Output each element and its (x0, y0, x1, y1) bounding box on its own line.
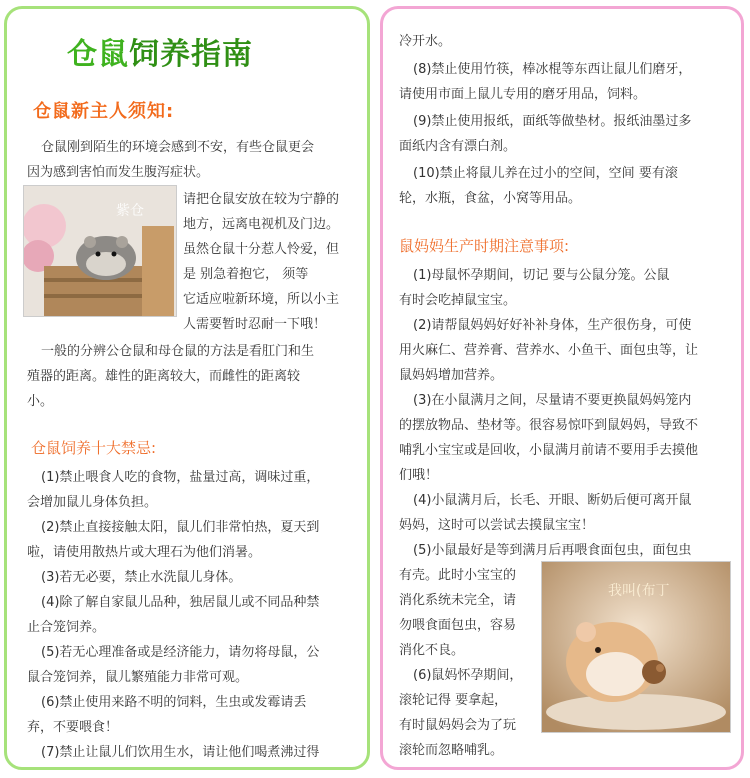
birth-line: 有壳。此时小宝宝的 (399, 568, 517, 583)
newbie-line: 虽然仓鼠十分惹人怜爱，但 (183, 242, 340, 257)
newbie-line: 仓鼠刚到陌生的环境会感到不安，有些仓鼠更会 (41, 140, 315, 155)
taboo-line: 止合笼饲养。 (27, 620, 106, 635)
birth-line: (3)在小鼠满月之间，尽量请不要更换鼠妈妈笼内 (413, 393, 692, 408)
hamster-crate-illustration (24, 186, 176, 316)
birth-line: 妈妈，这时可以尝试去摸鼠宝宝！ (399, 518, 595, 533)
taboo-line: (6)禁止使用来路不明的饲料，生虫或发霉请丢 (41, 695, 307, 710)
right-panel (380, 6, 744, 770)
taboo-line: (3)若无必要，禁止水洗鼠儿身体。 (41, 570, 242, 585)
newbie-line: 人需要暂时忍耐一下哦！ (183, 317, 327, 332)
taboo-line: 啦，请使用散热片或大理石为他们消暑。 (27, 545, 262, 560)
taboo-cont-line: 请使用市面上鼠儿专用的磨牙用品，饲料。 (399, 87, 647, 102)
taboo-line: (4)除了解自家鼠儿品种，独居鼠儿或不同品种禁 (41, 595, 320, 610)
birth-line: 用火麻仁、营养膏、营养水、小鱼干、面包虫等，让 (399, 343, 699, 358)
birth-line: 滚轮记得 要拿起， (399, 693, 508, 708)
taboo-cont-line: 冷开水。 (399, 34, 452, 49)
taboo-cont-line: (9)禁止使用报纸，面纸等做垫材。报纸油墨过多 (413, 114, 692, 129)
taboo-line: (5)若无心理准备或是经济能力，请勿将母鼠，公 (41, 645, 320, 660)
page-title (67, 29, 253, 73)
birth-line: (5)小鼠最好是等到满月后再喂食面包虫，面包虫 (413, 543, 692, 558)
newbie-line: 小。 (27, 394, 54, 409)
birth-line: (2)请帮鼠妈妈好好补补身体，生产很伤身，可使 (413, 318, 692, 333)
newbie-line: 殖器的距离。雄性的距离较大，而雌性的距离较 (27, 369, 301, 384)
birth-line: 勿喂食面包虫，容易 (399, 618, 517, 633)
birth-line: 消化系统未完全，请 (399, 593, 517, 608)
birth-line: 有时会吃掉鼠宝宝。 (399, 293, 517, 308)
taboo-heading: 仓鼠饲养十大禁忌: (31, 439, 157, 457)
newbie-heading: 仓鼠新主人须知: (33, 101, 175, 122)
birth-heading: 鼠妈妈生产时期注意事项: (399, 237, 570, 255)
birth-line: 的摆放物品、垫材等。很容易惊吓到鼠妈妈，导致不 (399, 418, 699, 433)
birth-line: 鼠妈妈增加营养。 (399, 368, 504, 383)
newbie-line: 请把仓鼠安放在较为宁静的 (183, 192, 340, 207)
taboo-cont-line: 轮，水瓶，食盆，小窝等用品。 (399, 191, 582, 206)
taboo-line: (7)禁止让鼠儿们饮用生水，请让他们喝煮沸过得 (41, 745, 320, 760)
taboo-cont-line: (8)禁止使用竹筷，棒冰棍等东西让鼠儿们磨牙， (413, 62, 692, 77)
title-hamster: 仓鼠 (67, 37, 129, 72)
birth-line: 哺乳小宝宝或是回收，小鼠满月前请不要用手去摸他 (399, 443, 699, 458)
photo1-caption: 紫仓 (116, 203, 144, 219)
newbie-line: 因为感到害怕而发生腹泻症状。 (27, 165, 210, 180)
taboo-line: 会增加鼠儿身体负担。 (27, 495, 158, 510)
birth-line: 有时鼠妈妈会为了玩 (399, 718, 517, 733)
birth-line: (1)母鼠怀孕期间，切记 要与公鼠分笼。公鼠 (413, 268, 670, 283)
taboo-line: (1)禁止喂食人吃的食物，盐量过高，调味过重， (41, 470, 320, 485)
hamster-photo-2 (541, 561, 731, 733)
left-panel (4, 6, 370, 770)
taboo-line: (2)禁止直接接触太阳，鼠儿们非常怕热，夏天到 (41, 520, 320, 535)
taboo-cont-line: 面纸内含有漂白剂。 (399, 139, 517, 154)
birth-line: 滚轮而忽略哺乳。 (399, 743, 504, 758)
newbie-line: 一般的分辨公仓鼠和母仓鼠的方法是看肛门和生 (41, 344, 315, 359)
taboo-line: 弃，不要喂食！ (27, 720, 119, 735)
birth-line: (4)小鼠满月后，长毛、开眼、断奶后便可离开鼠 (413, 493, 692, 508)
hamster-photo-1 (23, 185, 177, 317)
photo2-caption: 我叫(布丁 (608, 583, 670, 599)
title-guide: 饲养指南 (129, 37, 253, 72)
birth-line: 消化不良。 (399, 643, 465, 658)
newbie-line: 它适应啦新环境，所以小主 (183, 292, 340, 307)
newbie-line: 是 别急着抱它， 须等 (183, 267, 309, 282)
birth-line: (6)鼠妈怀孕期间， (413, 668, 523, 683)
taboo-line: 鼠合笼饲养，鼠儿繁殖能力非常可观。 (27, 670, 249, 685)
birth-line: 们哦！ (399, 468, 439, 483)
newbie-line: 地方，远离电视机及门边。 (183, 217, 340, 232)
taboo-cont-line: (10)禁止将鼠儿养在过小的空间，空间 要有滚 (413, 166, 678, 181)
